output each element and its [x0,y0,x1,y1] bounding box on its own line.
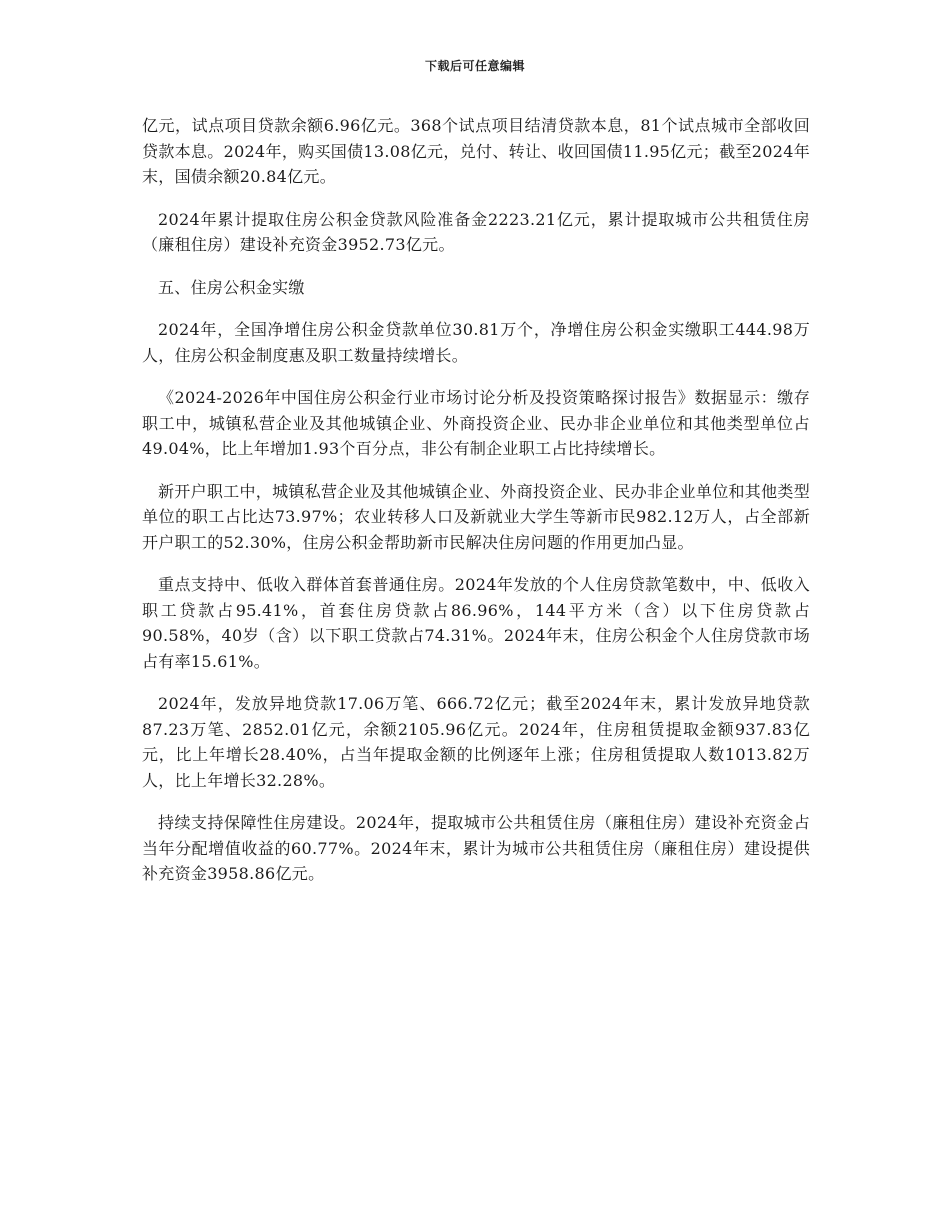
paragraph-risk-reserve: 2024年累计提取住房公积金贷款风险准备金2223.21亿元，累计提取城市公共租赁住房（廉租住房）建设补充资金3952.73亿元。 [142,209,810,254]
document-body [142,113,810,904]
page-header: 下载后可任意编辑 [424,59,525,73]
paragraph-report-data: 《2024-2026年中国住房公积金行业市场讨论分析及投资策略探讨报告》数据显示：缴存职工中，城镇私营企业及其他城镇企业、外商投资企业、民办非企业单位和其他类型单位占49.04%，比上年增加1.93个百分点，非公有制企业职工占比持续增长。 [142,388,810,458]
paragraph-remote-loans: 2024年，发放异地贷款17.06万笔、666.72亿元；截至2024年末，累计发放异地贷款87.23万笔、2852.01亿元，余额2105.96亿元。2024年，住房租赁提取金额937.83亿元，比上年增长28.40%，占当年提取金额的比例逐年上涨；住房租赁提取人数1013.82万人，比上年增长32.28%。 [142,694,810,790]
paragraph-pilot-loans: 亿元，试点项目贷款余额6.96亿元。368个试点项目结清贷款本息，81个试点城市全部收回贷款本息。2024年，购买国债13.08亿元，兑付、转让、收回国债11.95亿元；截至2024年末，国债余额20.84亿元。 [142,116,810,186]
paragraph-affordable-housing: 持续支持保障性住房建设。2024年，提取城市公共租赁住房（廉租住房）建设补充资金占当年分配增值收益的60.77%。2024年末，累计为城市公共租赁住房（廉租住房）建设提供补充资金3958.86亿元。 [142,813,810,883]
section-heading: 五、住房公积金实缴 [158,277,305,297]
paragraph-low-income-support: 重点支持中、低收入群体首套普通住房。2024年发放的个人住房贷款笔数中，中、低收入职工贷款占95.41%，首套住房贷款占86.96%，144平方米（含）以下住房贷款占90.58%，40岁（含）以下职工贷款占74.31%。2024年末，住房公积金个人住房贷款市场占有率15.61%。 [142,575,810,671]
paragraph-new-accounts: 新开户职工中，城镇私营企业及其他城镇企业、外商投资企业、民办非企业单位和其他类型单位的职工占比达73.97%；农业转移人口及新就业大学生等新市民982.12万人，占全部新开户职工的52.30%，住房公积金帮助新市民解决住房问题的作用更加凸显。 [142,481,811,552]
paragraph-net-increase: 2024年，全国净增住房公积金贷款单位30.81万个，净增住房公积金实缴职工444.98万人，住房公积金制度惠及职工数量持续增长。 [142,320,810,365]
